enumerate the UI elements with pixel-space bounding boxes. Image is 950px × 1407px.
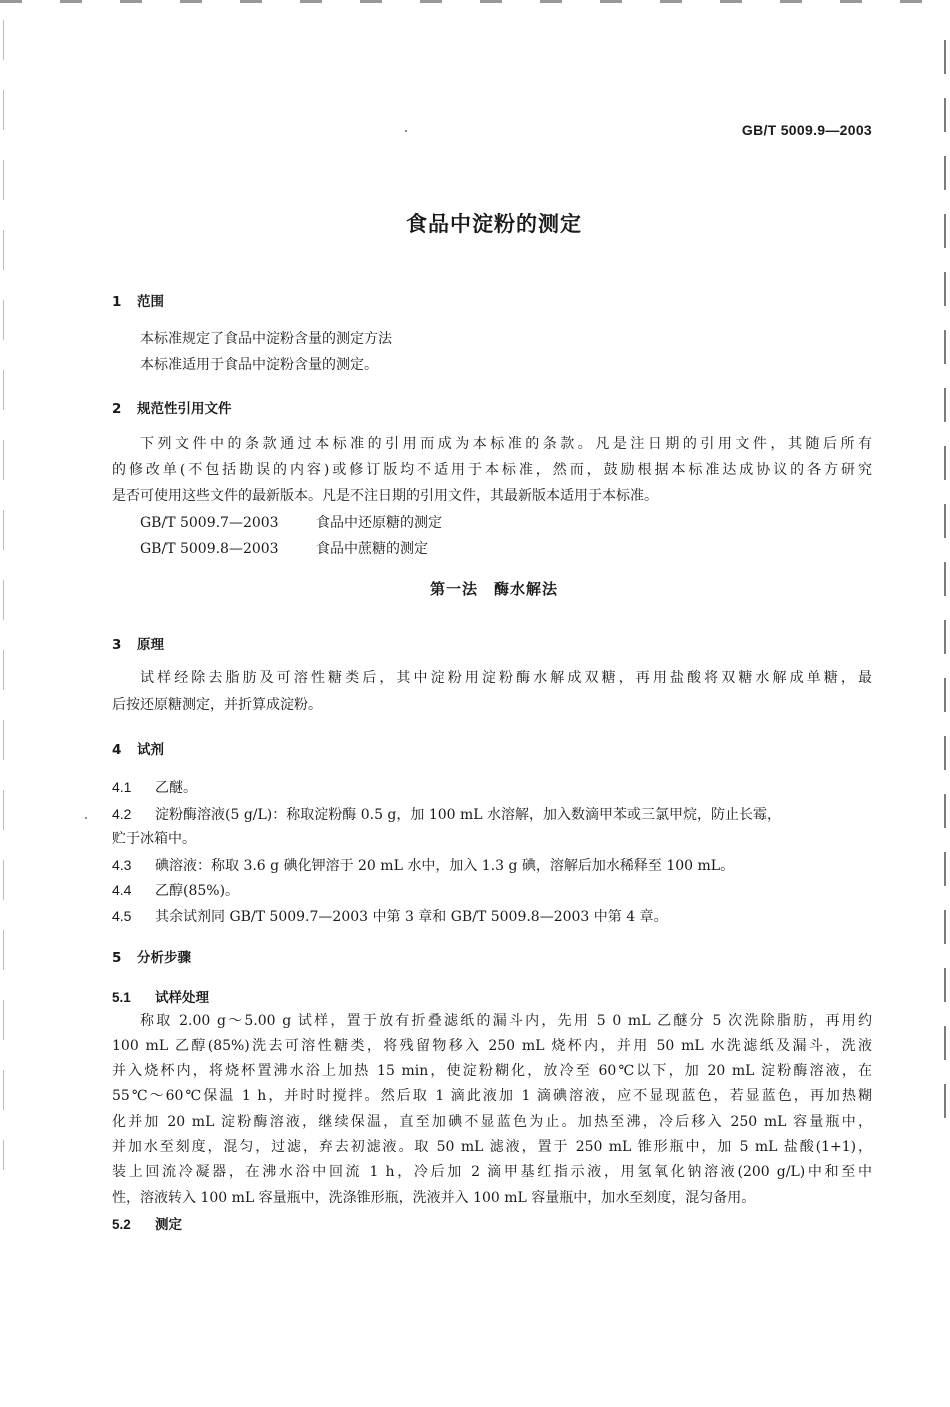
paragraph-line: 后按还原糖测定，并折算成淀粉。	[112, 697, 322, 713]
paragraph-line: 试样经除去脂肪及可溶性糖类后，其中淀粉用淀粉酶水解成双糖，再用盐酸将双糖水解成单糖，最	[140, 670, 872, 686]
list-item	[112, 855, 734, 876]
section-title: 分析步骤	[137, 950, 191, 966]
paragraph-line: 100 mL 乙醇(85%)洗去可溶性糖类，将残留物移入 250 mL 烧杯内，并用 50 mL 水洗滤纸及漏斗，洗液	[112, 1038, 872, 1054]
paragraph-line: 55℃～60℃保温 1 h，并时时搅拌。然后取 1 滴此液加 1 滴碘溶液，应不显现蓝色，若显蓝色，再加热糊	[112, 1088, 872, 1104]
section-number: 3	[112, 637, 122, 653]
section-heading	[112, 946, 191, 966]
paragraph-line: 下列文件中的条款通过本标准的引用而成为本标准的条款。凡是注日期的引用文件，其随后所有	[140, 436, 872, 452]
method-title: 第一法 酶水解法	[429, 580, 558, 598]
paragraph-line: 本标准适用于食品中淀粉含量的测定。	[140, 357, 378, 373]
subsection-number: 5.1	[112, 990, 131, 1005]
section-title: 规范性引用文件	[137, 401, 232, 417]
item-number: 4.5	[112, 908, 132, 924]
subsection-heading	[112, 1213, 182, 1233]
item-number: 4.1	[112, 779, 132, 795]
page-title: 食品中淀粉的测定	[406, 212, 582, 236]
paragraph-line: 并加水至刻度，混匀，过滤，弃去初滤液。取 50 mL 滤液，置于 250 mL 锥形瓶中，加 5 mL 盐酸(1+1)，	[112, 1139, 872, 1155]
item-text: 碘溶液：称取 3.6 g 碘化钾溶于 20 mL 水中，加入 1.3 g 碘，溶解后加水稀释至 100 mL。	[155, 858, 735, 874]
section-heading	[112, 397, 232, 417]
subsection-heading	[112, 986, 209, 1006]
doc-number: GB/T 5009.9—2003	[741, 122, 872, 138]
scan-speck	[85, 817, 87, 819]
reference-title: 食品中蔗糖的测定	[316, 541, 428, 557]
item-text: 淀粉酶溶液(5 g/L)：称取淀粉酶 0.5 g，加 100 mL 水溶解，加入数滴甲苯或三氯甲烷，防止长霉，	[155, 807, 782, 823]
list-item	[112, 777, 197, 798]
item-number: 4.4	[112, 882, 132, 898]
reference-code: GB/T 5009.8—2003	[140, 541, 279, 557]
subsection-title: 测定	[155, 1217, 182, 1233]
list-item	[112, 804, 781, 825]
section-title: 范围	[137, 294, 164, 310]
list-item	[112, 880, 239, 901]
section-number: 5	[112, 950, 122, 966]
section-title: 试剂	[137, 742, 164, 758]
section-number: 1	[112, 294, 122, 310]
section-heading	[112, 290, 164, 310]
item-number: 4.2	[112, 806, 132, 822]
section-heading	[112, 633, 164, 653]
scan-speck	[405, 130, 407, 132]
reference-item	[140, 513, 442, 533]
paragraph-line: 本标准规定了食品中淀粉含量的测定方法	[140, 331, 392, 347]
paragraph-line: 称取 2.00 g～5.00 g 试样，置于放有折叠滤纸的漏斗内，先用 5 0 mL 乙醚分 5 次洗除脂肪，再用约	[140, 1013, 872, 1029]
section-number: 2	[112, 401, 122, 417]
section-title: 原理	[137, 637, 164, 653]
paragraph-line: 并入烧杯内，将烧杯置沸水浴上加热 15 min，使淀粉糊化，放冷至 60℃以下，加 20 mL 淀粉酶溶液，在	[112, 1063, 872, 1079]
paragraph-line: 化并加 20 mL 淀粉酶溶液，继续保温，直至加碘不显蓝色为止。加热至沸，冷后移入 250 mL 容量瓶中，	[112, 1114, 872, 1130]
item-number: 4.3	[112, 857, 132, 873]
list-item-continuation: 贮于冰箱中。	[112, 831, 196, 847]
paragraph-line: 装上回流冷凝器，在沸水浴中回流 1 h，冷后加 2 滴甲基红指示液，用氢氧化钠溶液(200 g/L)中和至中	[112, 1164, 872, 1180]
reference-item	[140, 539, 428, 559]
subsection-title: 试样处理	[155, 990, 209, 1006]
section-heading	[112, 738, 164, 758]
item-text: 乙醚。	[155, 780, 197, 796]
paragraph-line: 性，溶液转入 100 mL 容量瓶中，洗涤锥形瓶，洗液并入 100 mL 容量瓶中，加水至刻度，混匀备用。	[112, 1190, 756, 1206]
paragraph-line: 的修改单(不包括勘误的内容)或修订版均不适用于本标准，然而，鼓励根据本标准达成协议的各方研究	[112, 462, 872, 478]
reference-code: GB/T 5009.7—2003	[140, 515, 279, 531]
item-text: 乙醇(85%)。	[155, 883, 240, 899]
section-number: 4	[112, 742, 122, 758]
list-item	[112, 906, 668, 927]
item-text: 其余试剂同 GB/T 5009.7—2003 中第 3 章和 GB/T 5009.8—2003 中第 4 章。	[155, 909, 668, 925]
scan-edge-top	[0, 0, 950, 3]
reference-title: 食品中还原糖的测定	[316, 515, 442, 531]
paragraph-line: 是否可使用这些文件的最新版本。凡是不注日期的引用文件，其最新版本适用于本标准。	[112, 488, 658, 504]
subsection-number: 5.2	[112, 1217, 131, 1232]
